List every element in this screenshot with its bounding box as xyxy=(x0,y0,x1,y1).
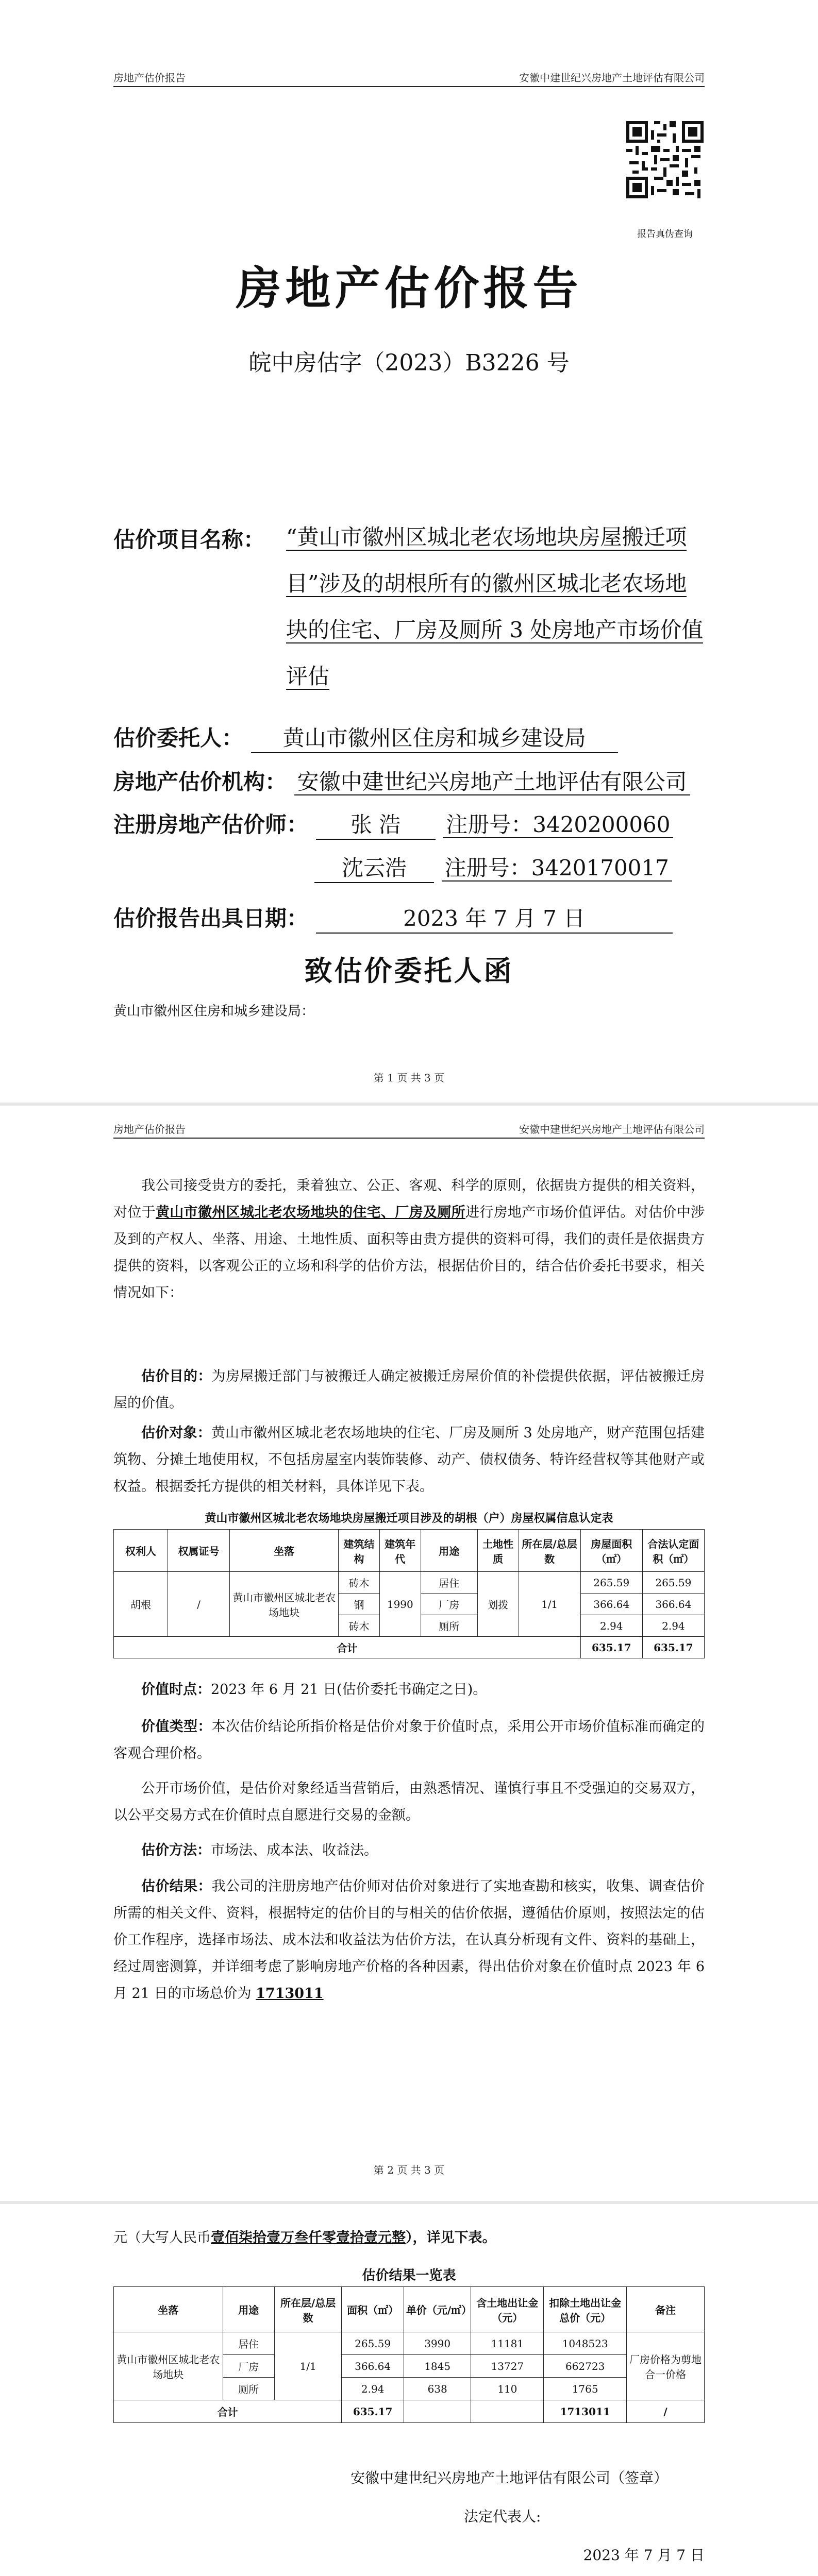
signature-company: 安徽中建世纪兴房地产土地评估有限公司（签章） xyxy=(350,2469,669,2486)
page-3 xyxy=(0,2204,818,2576)
table-header: 坐落 xyxy=(114,2287,223,2332)
table-row xyxy=(114,1572,705,1594)
report-number: 皖中房估字（2023）B3226 号 xyxy=(248,350,570,376)
table-header: 土地性质 xyxy=(477,1530,519,1572)
table-total-row xyxy=(114,2400,705,2423)
project-line: 评估 xyxy=(286,664,330,689)
area-cell: 2.94 xyxy=(580,1615,642,1637)
value-type-paragraph xyxy=(113,1714,705,1767)
result-label: 估价结果： xyxy=(141,1878,212,1894)
total-label: 合计 xyxy=(114,2400,342,2423)
use-cell: 厂房 xyxy=(223,2355,274,2378)
intro-paragraph xyxy=(113,1173,705,1307)
appraiser-name: 张 浩 xyxy=(316,808,436,840)
table-header-row xyxy=(114,2287,705,2332)
structure-cell: 砖木 xyxy=(339,1615,380,1637)
table-header: 合法认定面积（㎡） xyxy=(642,1530,704,1572)
table-header-row xyxy=(114,1530,705,1572)
net-total-cell: 662723 xyxy=(544,2355,627,2378)
purpose-text: 为房屋搬迁部门与被搬迁人确定被搬迁房屋价值的补偿提供依据，评估被搬迁房屋的价值。 xyxy=(113,1368,705,1411)
page-1 xyxy=(0,0,818,1105)
floor-cell: 1/1 xyxy=(274,2332,342,2400)
area-cell: 265.59 xyxy=(342,2332,404,2355)
table-header: 建筑年代 xyxy=(379,1530,421,1572)
total-net: 1713011 xyxy=(544,2400,627,2423)
structure-cell: 砖木 xyxy=(339,1572,380,1594)
value-time-paragraph xyxy=(113,1676,705,1703)
table-header: 房屋面积（㎡） xyxy=(580,1530,642,1572)
agency-value: 安徽中建世纪兴房地产土地评估有限公司 xyxy=(294,769,690,795)
amount-in-words: 壹佰柒拾壹万叁仟零壹拾壹元整 xyxy=(211,2230,406,2246)
location-cell: 黄山市徽州区城北老农场地块 xyxy=(114,2332,223,2400)
net-total-cell: 1765 xyxy=(544,2378,627,2400)
object-paragraph xyxy=(113,1420,705,1500)
table-header: 单价（元/㎡） xyxy=(404,2287,471,2332)
project-line: “黄山市徽州区城北老农场地块房屋搬迁项 xyxy=(286,524,687,550)
project-label: 估价项目名称： xyxy=(113,527,265,552)
structure-cell: 钢 xyxy=(339,1594,380,1615)
header-left: 房地产估价报告 xyxy=(113,72,186,84)
value-time-text: 2023 年 6 月 21 日(估价委托书确定之日)。 xyxy=(211,1682,487,1698)
with-land-cell: 13727 xyxy=(471,2355,544,2378)
method-label: 估价方法： xyxy=(141,1842,211,1858)
use-cell: 厕所 xyxy=(223,2378,274,2400)
appraiser-reg: 注册号：3420170017 xyxy=(442,855,672,882)
use-cell: 厂房 xyxy=(421,1594,477,1615)
project-line: 目”涉及的胡根所有的徽州区城北老农场地 xyxy=(286,571,687,596)
result-table-title: 估价结果一览表 xyxy=(362,2268,456,2283)
letter-title: 致估价委托人函 xyxy=(304,954,514,987)
table-header: 扣除土地出让金总价（元） xyxy=(544,2287,627,2332)
unit-price-cell: 638 xyxy=(404,2378,471,2400)
land-cell: 划拨 xyxy=(477,1572,519,1637)
table-header: 所在层/总层数 xyxy=(274,2287,342,2332)
total-empty xyxy=(471,2400,544,2423)
table-total-row xyxy=(114,1637,705,1658)
result-text: 我公司的注册房地产估价师对估价对象进行了实地查勘和核实，收集、调查估价所需的相关文件、资料，根据特定的估价目的与相关的估价依据，遵循估价原则，按照法定的估价工作程序，选择市场法、成本法和收益法为估价方法，在认真分析现有文件、资料的基础上，经过周密测算，并详细考虑了影响房地产价格的各种因素，得出估价对象在价值时点 2023 年 6 月 21 日的市场总价为 xyxy=(113,1878,705,2002)
continuation-text: ），详见下表。 xyxy=(406,2230,496,2246)
area-cell: 366.64 xyxy=(342,2355,404,2378)
project-name xyxy=(286,514,709,700)
value-type-label: 价值类型： xyxy=(141,1719,212,1735)
page-2 xyxy=(0,1106,818,2201)
result-continuation xyxy=(113,2225,705,2251)
table-header: 建筑结构 xyxy=(339,1530,380,1572)
table-row xyxy=(114,2332,705,2355)
ownership-table xyxy=(113,1529,705,1658)
appraiser-reg: 注册号：3420200060 xyxy=(443,812,673,838)
use-cell: 居住 xyxy=(421,1572,477,1594)
total-legal-area: 635.17 xyxy=(642,1637,704,1658)
client-row xyxy=(113,721,618,753)
intro-text: 我公司接受贵方的委托，秉着独立、公正、客观、科学的原则，依据贵方提供的相关资料，对位于 xyxy=(113,1178,705,1221)
legal-area-cell: 265.59 xyxy=(642,1572,704,1594)
with-land-cell: 11181 xyxy=(471,2332,544,2355)
header-left: 房地产估价报告 xyxy=(113,1123,186,1136)
continuation-text: 元（大写人民币 xyxy=(113,2230,211,2246)
purpose-paragraph xyxy=(113,1363,705,1417)
appraiser-row xyxy=(113,808,673,840)
location-cell: 黄山市徽州区城北老农场地块 xyxy=(230,1572,339,1637)
report-title: 房地产估价报告 xyxy=(236,261,582,315)
value-type-text: 本次估价结论所指价格是估价对象于价值时点，采用公开市场价值标准而确定的客观合理价格。 xyxy=(113,1719,705,1761)
area-cell: 366.64 xyxy=(580,1594,642,1615)
table-header: 用途 xyxy=(223,2287,274,2332)
client-value: 黄山市徽州区住房和城乡建设局 xyxy=(251,721,618,753)
table-header: 用途 xyxy=(421,1530,477,1572)
date-label: 估价报告出具日期： xyxy=(113,906,309,931)
signature-representative: 法定代表人: xyxy=(464,2508,541,2525)
object-label: 估价对象： xyxy=(141,1425,211,1441)
result-paragraph xyxy=(113,1873,705,2007)
table-header: 含土地出让金（元） xyxy=(471,2287,544,2332)
total-area: 635.17 xyxy=(342,2400,404,2423)
total-empty xyxy=(404,2400,471,2423)
page-footer: 第 2 页 共 3 页 xyxy=(373,2164,445,2176)
total-area: 635.17 xyxy=(580,1637,642,1658)
total-note: / xyxy=(627,2400,705,2423)
table-header: 权属证号 xyxy=(168,1530,230,1572)
purpose-label: 估价目的： xyxy=(141,1368,212,1384)
table-header: 备注 xyxy=(627,2287,705,2332)
object-text: 黄山市徽州区城北老农场地块的住宅、厂房及厕所 3 处房地产，财产范围包括建筑物、分摊土地使用权，不包括房屋室内装饰装修、动产、债权债务、特许经营权等其他财产或权益。根据委托方提供的相关材料，具体详见下表。 xyxy=(113,1425,705,1495)
unit-price-cell: 1845 xyxy=(404,2355,471,2378)
client-label: 估价委托人： xyxy=(113,725,244,751)
header-right: 安徽中建世纪兴房地产土地评估有限公司 xyxy=(519,72,705,84)
appraiser-label: 注册房地产估价师： xyxy=(113,812,309,837)
table-header: 面积（㎡） xyxy=(342,2287,404,2332)
intro-subject: 黄山市徽州区城北老农场地块的住宅、厂房及厕所 xyxy=(155,1205,465,1221)
ownership-table-title: 黄山市徽州区城北老农场地块房屋搬迁项目涉及的胡根（户）房屋权属信息认定表 xyxy=(205,1512,613,1525)
letter-addressee: 黄山市徽州区住房和城乡建设局： xyxy=(113,1004,315,1019)
legal-area-cell: 366.64 xyxy=(642,1594,704,1615)
page-footer: 第 1 页 共 3 页 xyxy=(373,1072,445,1084)
with-land-cell: 110 xyxy=(471,2378,544,2400)
qr-code-icon[interactable] xyxy=(626,121,704,198)
result-amount: 1713011 xyxy=(256,1986,324,2002)
use-cell: 厕所 xyxy=(421,1615,477,1637)
method-paragraph xyxy=(113,1837,705,1864)
project-line: 块的住宅、厂房及厕所 3 处房地产市场价值 xyxy=(286,617,704,642)
intro-text: 进行房地产市场价值评估。对估价中涉及到的产权人、坐落、用途、土地性质、面积等由贵方提供的资料可得，我们的责任是依据贵方提供的资料，以客观公正的立场和科学的估价方法，根据估价目的，结合估价委托书要求，相关情况如下： xyxy=(113,1205,705,1301)
owner-cell: 胡根 xyxy=(114,1572,168,1637)
result-table xyxy=(113,2286,705,2423)
total-label: 合计 xyxy=(114,1637,581,1658)
area-cell: 2.94 xyxy=(342,2378,404,2400)
appraiser-row-2 xyxy=(314,851,672,883)
page-header xyxy=(113,1121,705,1139)
appraiser-name: 沈云浩 xyxy=(314,851,434,883)
legal-area-cell: 2.94 xyxy=(642,1615,704,1637)
date-value: 2023 年 7 月 7 日 xyxy=(316,902,673,934)
page-header xyxy=(113,70,705,87)
unit-price-cell: 3990 xyxy=(404,2332,471,2355)
table-header: 所在层/总层数 xyxy=(519,1530,580,1572)
date-row xyxy=(113,902,673,934)
net-total-cell: 1048523 xyxy=(544,2332,627,2355)
market-value-paragraph: 公开市场价值，是估价对象经适当营销后，由熟悉情况、谨慎行事且不受强迫的交易双方，以公平交易方式在价值时点自愿进行交易的金额。 xyxy=(113,1781,705,1823)
value-time-label: 价值时点： xyxy=(141,1682,211,1698)
agency-label: 房地产估价机构： xyxy=(113,769,287,794)
cert-cell: / xyxy=(168,1572,230,1637)
note-cell: 厂房价格为剪地合一价格 xyxy=(627,2332,705,2400)
method-text: 市场法、成本法、收益法。 xyxy=(211,1842,378,1858)
signature-date: 2023 年 7 月 7 日 xyxy=(583,2547,705,2564)
area-cell: 265.59 xyxy=(580,1572,642,1594)
table-header: 权利人 xyxy=(114,1530,168,1572)
qr-caption: 报告真伪查询 xyxy=(637,229,693,240)
floor-cell: 1/1 xyxy=(519,1572,580,1637)
table-header: 坐落 xyxy=(230,1530,339,1572)
year-cell: 1990 xyxy=(379,1572,421,1637)
agency-row xyxy=(113,765,690,796)
header-right: 安徽中建世纪兴房地产土地评估有限公司 xyxy=(519,1123,705,1136)
use-cell: 居住 xyxy=(223,2332,274,2355)
